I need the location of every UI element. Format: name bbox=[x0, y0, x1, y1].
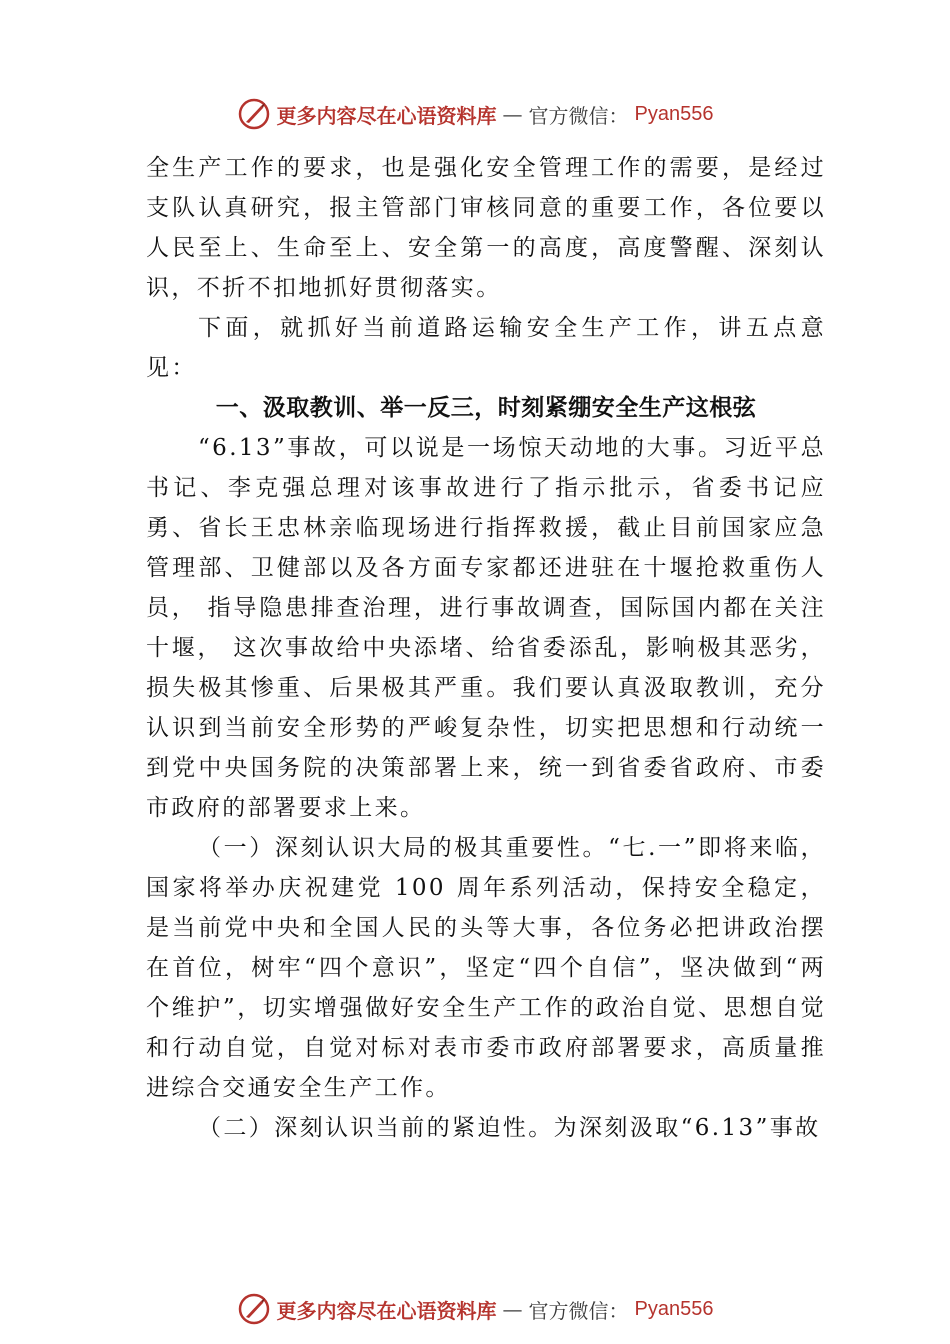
quill-logo-icon bbox=[237, 1292, 271, 1326]
quill-logo-icon bbox=[237, 97, 271, 131]
body-paragraph: （二）深刻认识当前的紧迫性。为深刻汲取“6.13”事故 bbox=[198, 1115, 821, 1141]
footer-watermark bbox=[0, 1289, 950, 1329]
body-paragraph: 全生产工作的要求，也是强化安全管理工作的需要，是经过支队认真研究，报主管部门审核同意的重要工作，各位要以人民至上、生命至上、安全第一的高度，高度警醒、深刻认识，不折不扣地抓好贯彻落实。 bbox=[146, 155, 826, 301]
body-paragraph: 下面，就抓好当前道路运输安全生产工作，讲五点意见： bbox=[146, 315, 826, 381]
document-body bbox=[146, 148, 826, 1148]
body-paragraph: “6.13”事故，可以说是一场惊天动地的大事。习近平总书记、李克强总理对该事故进行了指示批示，省委书记应勇、省长王忠林亲临现场进行指挥救援，截止目前国家应急管理部、卫健部以及各方面专家都还进驻在十堰抢救重伤人员， 指导隐患排查治理，进行事故调查，国际国内都在关注十堰， 这次事故给中央添堵、给省委添乱，影响极其恶劣，损失极其惨重、后果极其严重。我们要认真汲取教训，充分认识到当前安全形势的严峻复杂性，切实把思想和行动统一到党中央国务院的决策部署上来，统一到省委省政府、市委市政府的部署要求上来。 bbox=[146, 435, 826, 821]
watermark-account: Pyan556 bbox=[634, 1297, 714, 1320]
body-paragraph: （一）深刻认识大局的极其重要性。“七.一”即将来临，国家将举办庆祝建党 100 周年系列活动，保持安全稳定，是当前党中央和全国人民的头等大事，各位务必把讲政治摆在首位，树牢“四个意识”，坚定“四个自信”，坚决做到“两个维护”，切实增强做好安全生产工作的政治自觉、思想自觉和行动自觉，自觉对标对表市委市政府部署要求，高质量推进综合交通安全生产工作。 bbox=[146, 835, 826, 1101]
watermark-separator: — bbox=[502, 1297, 523, 1321]
watermark-brand: 更多内容尽在心语资料库 bbox=[276, 1298, 497, 1323]
watermark-channel: 官方微信： bbox=[528, 1298, 629, 1323]
watermark-brand: 更多内容尽在心语资料库 bbox=[276, 103, 497, 128]
watermark-account: Pyan556 bbox=[634, 102, 714, 125]
watermark-separator: — bbox=[502, 102, 523, 126]
watermark-channel: 官方微信： bbox=[528, 103, 629, 128]
section-heading: 一、汲取教训、举一反三，时刻紧绷安全生产这根弦 bbox=[215, 395, 757, 421]
header-watermark bbox=[0, 94, 950, 134]
